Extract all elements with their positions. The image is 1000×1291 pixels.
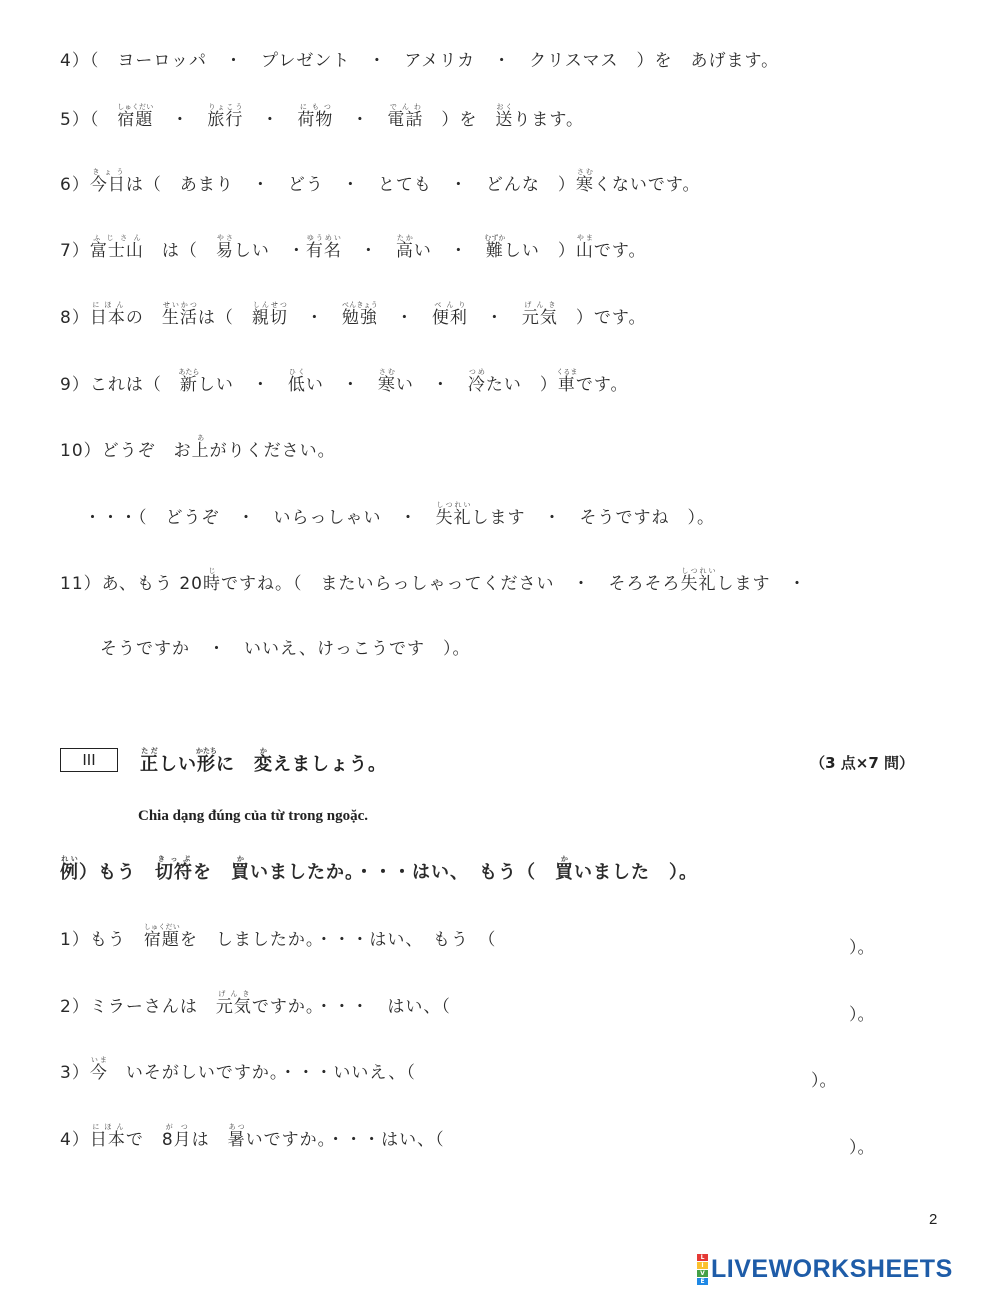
- question-7: [60, 234, 646, 261]
- title-word-tadashii: [140, 747, 159, 775]
- separator: ・: [287, 308, 342, 328]
- s3-q1-close: ）。: [849, 938, 875, 958]
- q9-mid: い ・: [305, 375, 378, 395]
- q5-option-4-text: 電話: [387, 110, 424, 130]
- q5-option-2[interactable]: [207, 103, 244, 130]
- q8-suffix: ）です。: [557, 308, 647, 328]
- q11-word-ji: [203, 567, 221, 594]
- question-11: [60, 567, 807, 594]
- q5-option-1[interactable]: [117, 103, 154, 130]
- q6-options[interactable]: は（ あまり ・ どう ・ とても ・ どんな ）: [125, 175, 576, 195]
- question-5: [60, 103, 584, 130]
- s3-q2-word-genki: [215, 990, 252, 1017]
- logo-letter-v: V: [697, 1270, 708, 1277]
- s3-q3-prefix: 3）: [60, 1063, 90, 1083]
- furigana: しゅくだい: [117, 103, 154, 111]
- s3-q1-kanji: 宿題: [143, 930, 180, 950]
- q11-options[interactable]: ですね。（ またいらっしゃってください ・ そろそろ: [221, 574, 681, 594]
- s3-q1-answer-input[interactable]: [566, 933, 846, 951]
- title-word-kaeru: [254, 747, 273, 775]
- q9-kanji: 低: [287, 375, 306, 395]
- s3-question-2: [60, 990, 451, 1017]
- example-kanji: 買: [231, 862, 250, 883]
- q4-option-3[interactable]: アメリカ: [404, 51, 476, 71]
- furigana: きっぷ: [155, 855, 193, 863]
- q8-kanji: 勉強: [341, 308, 378, 328]
- q6-kanji: 今日: [89, 175, 126, 195]
- q6-suffix: くないです。: [593, 175, 701, 195]
- q10-kanji: 上: [191, 441, 210, 461]
- furigana: しんせつ: [251, 301, 288, 309]
- q11-kanji: 時: [203, 574, 221, 594]
- q9-mid: しい ・: [197, 375, 288, 395]
- q6-kanji-2: 寒: [575, 175, 594, 195]
- q9-option-2[interactable]: [287, 368, 306, 395]
- q7-kanji: 易: [215, 241, 234, 261]
- q5-option-3[interactable]: [297, 103, 334, 130]
- q8-option-4[interactable]: [521, 301, 558, 328]
- s3-q4-word-gatsu: [161, 1123, 192, 1150]
- q7-kanji: 高: [395, 241, 414, 261]
- q6-word-today: [89, 168, 126, 195]
- furigana: れい: [60, 855, 79, 863]
- q5-option-4[interactable]: [387, 103, 424, 130]
- furigana: げんき: [521, 301, 558, 309]
- q9-option-1[interactable]: [178, 368, 200, 395]
- example-text: を: [193, 862, 231, 883]
- example-word-rei: [60, 855, 79, 883]
- q9-option-4[interactable]: [467, 368, 486, 395]
- separator: ・: [475, 51, 530, 71]
- furigana: いま: [89, 1056, 108, 1064]
- furigana: にほん: [89, 1123, 126, 1131]
- furigana: しゅくだい: [143, 923, 180, 931]
- q7-word-fuji: [89, 234, 144, 261]
- q7-mid: しい ・: [233, 241, 306, 261]
- separator: ・: [350, 51, 405, 71]
- furigana: あたら: [178, 368, 200, 376]
- example-word-kau-answer: [555, 855, 574, 883]
- logo-letter-l: L: [697, 1254, 708, 1261]
- s3-q1-suffix: を しましたか。・・・はい、 もう （: [179, 930, 497, 950]
- q5-prefix: 5）（: [60, 110, 118, 130]
- q8-option-3[interactable]: [431, 301, 468, 328]
- s3-q1-prefix: 1）もう: [60, 930, 144, 950]
- q11-word-shitsurei: [680, 567, 717, 594]
- furigana: おく: [495, 103, 514, 111]
- s3-q4-suffix: いですか。・・・はい、（: [245, 1130, 445, 1150]
- s3-q2-kanji: 元気: [215, 997, 252, 1017]
- s3-q1-word-shukudai: [143, 923, 180, 950]
- q5-word-send: [495, 103, 514, 130]
- q7-kanji: 有名: [305, 241, 342, 261]
- s3-q3-close: ）。: [811, 1071, 837, 1091]
- q8-kanji: 親切: [251, 308, 288, 328]
- q10-kanji: 失礼: [435, 508, 472, 528]
- section-number: III: [82, 751, 96, 769]
- q9-option-3[interactable]: [377, 368, 396, 395]
- s3-question-4: [60, 1123, 445, 1150]
- question-6: [60, 168, 700, 195]
- q7-kanji: 富士山: [89, 241, 144, 261]
- furigana: しつれい: [435, 501, 472, 509]
- furigana: か: [231, 855, 250, 863]
- q5-suffix: ります。: [513, 110, 584, 130]
- q8-word-japan: [89, 301, 126, 328]
- q9-kanji: 新: [178, 375, 200, 395]
- q11-options-line2-text: そうですか ・ いいえ、けっこうです ）。: [100, 639, 471, 659]
- s3-q3-kanji: 今: [89, 1063, 108, 1083]
- s3-q2-suffix: ですか。・・・ はい、（: [251, 997, 451, 1017]
- furigana: ふじさん: [89, 234, 144, 242]
- furigana: つめ: [467, 368, 486, 376]
- example-text: いましたか。・・・はい、 もう（: [250, 862, 555, 883]
- furigana: がつ: [161, 1123, 192, 1131]
- example-word-kippu: [155, 855, 193, 883]
- s3-q4-kanji: 8月: [161, 1130, 192, 1150]
- furigana: さむ: [575, 168, 594, 176]
- q4-option-1[interactable]: ヨーロッパ: [117, 51, 207, 71]
- q8-kanji: 生活: [161, 308, 198, 328]
- furigana: しつれい: [680, 567, 717, 575]
- furigana: ただ: [140, 747, 159, 755]
- furigana: くるま: [556, 368, 578, 376]
- q4-suffix: ）を あげます。: [618, 51, 780, 71]
- q9-kanji: 車: [556, 375, 578, 395]
- example-kanji: 買: [555, 862, 574, 883]
- furigana: にほん: [89, 301, 126, 309]
- s3-q4-mid: で: [125, 1130, 162, 1150]
- s3-q4-mid: は: [191, 1130, 228, 1150]
- q7-mid: い ・: [413, 241, 486, 261]
- question-8: [60, 301, 646, 328]
- question-10: [60, 434, 336, 461]
- s3-question-1: [60, 923, 496, 950]
- q10-options-suffix: します ・ そうですね ）。: [471, 508, 715, 528]
- q8-kanji: 便利: [431, 308, 468, 328]
- furigana: やま: [575, 234, 594, 242]
- q11-suffix: します ・: [716, 574, 807, 594]
- q8-option-2[interactable]: [341, 301, 378, 328]
- q9-mid: たい ）: [485, 375, 558, 395]
- furigana: さむ: [377, 368, 396, 376]
- q6-word-cold: [575, 168, 594, 195]
- q9-prefix: 9）これは（: [60, 375, 180, 395]
- question-9: [60, 368, 628, 395]
- furigana: きょう: [89, 168, 126, 176]
- q6-prefix: 6）: [60, 175, 90, 195]
- furigana: じ: [203, 567, 221, 575]
- q10-options-text: ・・・（ どうぞ ・ いらっしゃい ・: [84, 508, 436, 528]
- q10-word-agaru: [191, 434, 210, 461]
- q7-option-1[interactable]: [215, 234, 234, 261]
- furigana: あ: [191, 434, 210, 442]
- furigana: あつ: [227, 1123, 246, 1131]
- section-instruction-vietnamese: Chia dạng đúng của từ trong ngoặc.: [138, 808, 369, 824]
- q9-word-car: [556, 368, 578, 395]
- q8-mid: は（: [197, 308, 252, 328]
- s3-q4-word-atsui: [227, 1123, 246, 1150]
- furigana: やさ: [215, 234, 234, 242]
- furigana: べんり: [431, 301, 468, 309]
- q9-kanji: 寒: [377, 375, 396, 395]
- furigana: か: [254, 747, 273, 755]
- q7-word-mountain: [575, 234, 594, 261]
- logo-letter-e: E: [697, 1278, 708, 1285]
- title-kanji: 形: [196, 754, 217, 775]
- q7-suffix: です。: [593, 241, 647, 261]
- q8-mid: の: [125, 308, 162, 328]
- s3-question-3: [60, 1056, 416, 1083]
- q11-kanji: 失礼: [680, 574, 717, 594]
- title-text: しい: [159, 754, 197, 775]
- q8-kanji: 元気: [521, 308, 558, 328]
- q4-option-4[interactable]: クリスマス: [529, 51, 619, 71]
- q5-kanji: 送: [495, 110, 514, 130]
- q7-option-2[interactable]: [305, 234, 342, 261]
- q5-option-3-text: 荷物: [297, 110, 334, 130]
- q4-option-2[interactable]: プレゼント: [261, 51, 351, 71]
- q7-prefix: 7）: [60, 241, 90, 261]
- question-4: [60, 46, 779, 71]
- example-text: ）もう: [79, 862, 155, 883]
- s3-q4-close: ）。: [849, 1138, 875, 1158]
- liveworksheets-brand-text: LIVEWORKSHEETS: [711, 1254, 953, 1283]
- furigana: ひく: [287, 368, 306, 376]
- s3-q2-close: ）。: [849, 1005, 875, 1025]
- q9-kanji: 冷: [467, 375, 486, 395]
- liveworksheets-logo[interactable]: [697, 1254, 953, 1284]
- q7-kanji: 難: [484, 241, 506, 261]
- q7-kanji: 山: [575, 241, 594, 261]
- q8-kanji: 日本: [89, 308, 126, 328]
- separator: ・: [153, 110, 208, 130]
- furigana: りょこう: [207, 103, 244, 111]
- question-10-options[interactable]: [84, 501, 715, 528]
- q5-mid: ）を: [423, 110, 496, 130]
- example-kanji: 例: [60, 862, 79, 883]
- liveworksheets-logo-icon: [697, 1254, 708, 1285]
- separator: ・: [333, 110, 388, 130]
- title-kanji: 正: [140, 754, 159, 775]
- furigana: かたち: [196, 747, 217, 755]
- s3-q2-answer-input[interactable]: [502, 1000, 842, 1018]
- separator: ・: [207, 51, 261, 71]
- example-kanji: 切符: [155, 862, 193, 883]
- q9-mid: い ・: [395, 375, 468, 395]
- q10-suffix: がりください。: [209, 441, 336, 461]
- q7-mid: は（: [143, 241, 216, 261]
- question-11-options-line2[interactable]: [100, 634, 471, 659]
- q7-option-3[interactable]: [395, 234, 414, 261]
- section-title: [140, 747, 387, 776]
- q11-prefix: 11）あ、もう 20: [60, 574, 203, 594]
- q7-mid: しい ）: [503, 241, 576, 261]
- furigana: にもつ: [297, 103, 334, 111]
- title-word-katachi: [196, 747, 217, 775]
- q8-word-life: [161, 301, 198, 328]
- section-points: （3 点×7 問）: [810, 754, 914, 772]
- example-word-kau: [231, 855, 250, 883]
- furigana: べんきょう: [341, 301, 378, 309]
- s3-q4-answer-input[interactable]: [502, 1133, 842, 1151]
- furigana: か: [555, 855, 574, 863]
- example-sentence: [60, 855, 698, 884]
- s3-q4-word-nihon: [89, 1123, 126, 1150]
- q8-prefix: 8）: [60, 308, 90, 328]
- page-number: 2: [929, 1211, 938, 1228]
- separator: ・: [243, 110, 298, 130]
- furigana: でんわ: [387, 103, 424, 111]
- s3-q3-suffix: いそがしいですか。・・・いいえ、（: [107, 1063, 416, 1083]
- title-kanji: 変: [254, 754, 273, 775]
- section-number-box: [60, 748, 118, 772]
- title-text: えましょう。: [273, 754, 387, 775]
- s3-q4-kanji: 暑: [227, 1130, 246, 1150]
- q7-option-4[interactable]: [484, 234, 506, 261]
- furigana: げんき: [215, 990, 252, 998]
- furigana: ゆうめい: [305, 234, 342, 242]
- separator: ・: [377, 308, 432, 328]
- s3-q3-answer-input[interactable]: [466, 1066, 806, 1084]
- q10-prefix: 10）どうぞ お: [60, 441, 192, 461]
- q4-prefix: 4）（: [60, 51, 118, 71]
- separator: ・: [467, 308, 522, 328]
- q5-option-2-text: 旅行: [207, 110, 244, 130]
- q8-option-1[interactable]: [251, 301, 288, 328]
- example-text: いました ）。: [574, 862, 698, 883]
- q9-suffix: です。: [575, 375, 629, 395]
- furigana: むずか: [484, 234, 506, 242]
- separator: ・: [341, 241, 396, 261]
- q10-word-shitsurei: [435, 501, 472, 528]
- furigana: せいかつ: [161, 301, 198, 309]
- logo-letter-i: I: [697, 1262, 708, 1269]
- furigana: たか: [395, 234, 414, 242]
- title-text: に: [216, 754, 254, 775]
- q5-option-1-text: 宿題: [117, 110, 154, 130]
- s3-q4-kanji: 日本: [89, 1130, 126, 1150]
- s3-q2-prefix: 2）ミラーさんは: [60, 997, 216, 1017]
- s3-q3-word-ima: [89, 1056, 108, 1083]
- s3-q4-prefix: 4）: [60, 1130, 90, 1150]
